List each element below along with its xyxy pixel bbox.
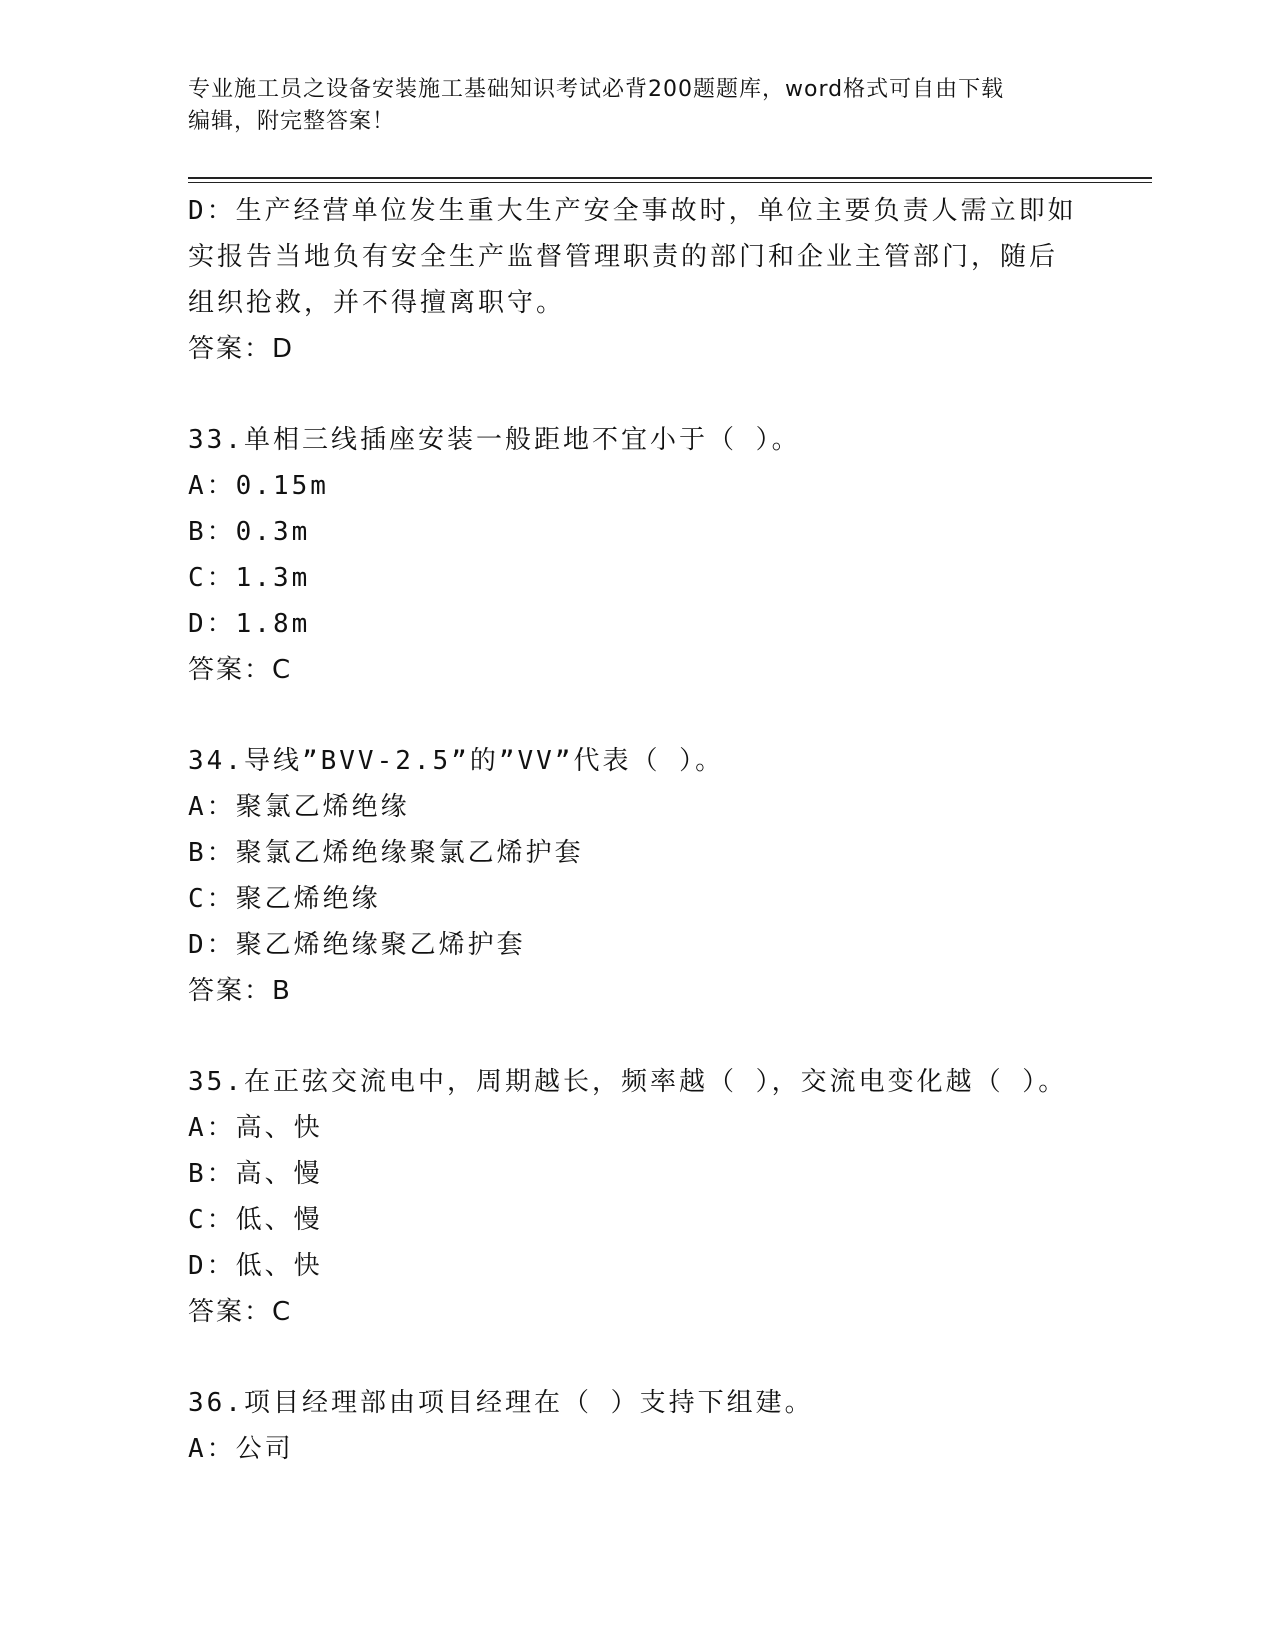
answer-line: 答案：D — [188, 334, 295, 364]
option-a: A：0.15m — [188, 471, 329, 501]
option-c: C：1.3m — [188, 563, 311, 593]
question-block-34 — [188, 738, 1148, 1014]
spacer — [188, 693, 1148, 738]
spacer — [188, 1335, 1148, 1380]
answer-line: 答案：C — [188, 655, 293, 685]
answer-line: 答案：C — [188, 1297, 293, 1327]
question-list — [188, 188, 1148, 1472]
option-c: C：聚乙烯绝缘 — [188, 884, 381, 914]
option-c: C：低、慢 — [188, 1205, 323, 1235]
option-a: A：公司 — [188, 1434, 294, 1464]
option-b: B：0.3m — [188, 517, 311, 547]
header-title-line-1: 专业施工员之设备安装施工基础知识考试必背200题题库，word格式可自由下载 — [188, 77, 1005, 102]
option-d: D：低、快 — [188, 1251, 323, 1281]
question-stem: 34.导线”BVV-2.5”的”VV”代表（ ）。 — [188, 746, 725, 776]
header-title-line-2: 编辑，附完整答案！ — [188, 109, 396, 134]
option-b: B：聚氯乙烯绝缘聚氯乙烯护套 — [188, 838, 584, 868]
option-d: D：聚乙烯绝缘聚乙烯护套 — [188, 930, 526, 960]
option-d: D：1.8m — [188, 609, 311, 639]
question-stem: 36.项目经理部由项目经理在（ ）支持下组建。 — [188, 1388, 814, 1418]
header-divider-thick — [188, 177, 1152, 179]
question-stem: 33.单相三线插座安装一般距地不宜小于（ ）。 — [188, 425, 801, 455]
header-divider-thin — [188, 182, 1152, 183]
option-d-line-3: 组织抢救，并不得擅离职守。 — [188, 288, 566, 318]
option-a: A：聚氯乙烯绝缘 — [188, 792, 410, 822]
question-block-35 — [188, 1059, 1148, 1335]
option-b: B：高、慢 — [188, 1159, 323, 1189]
spacer — [188, 1014, 1148, 1059]
question-block-32 — [188, 188, 1148, 372]
option-d-line-1: D：生产经营单位发生重大生产安全事故时，单位主要负责人需立即如 — [188, 196, 1077, 226]
document-header — [188, 74, 1088, 138]
answer-line: 答案：B — [188, 976, 292, 1006]
option-d-line-2: 实报告当地负有安全生产监督管理职责的部门和企业主管部门，随后 — [188, 242, 1059, 272]
question-stem: 35.在正弦交流电中，周期越长，频率越（ ），交流电变化越（ ）。 — [188, 1067, 1068, 1097]
question-block-33 — [188, 417, 1148, 693]
option-a: A：高、快 — [188, 1113, 323, 1143]
spacer — [188, 372, 1148, 417]
question-block-36 — [188, 1380, 1148, 1472]
